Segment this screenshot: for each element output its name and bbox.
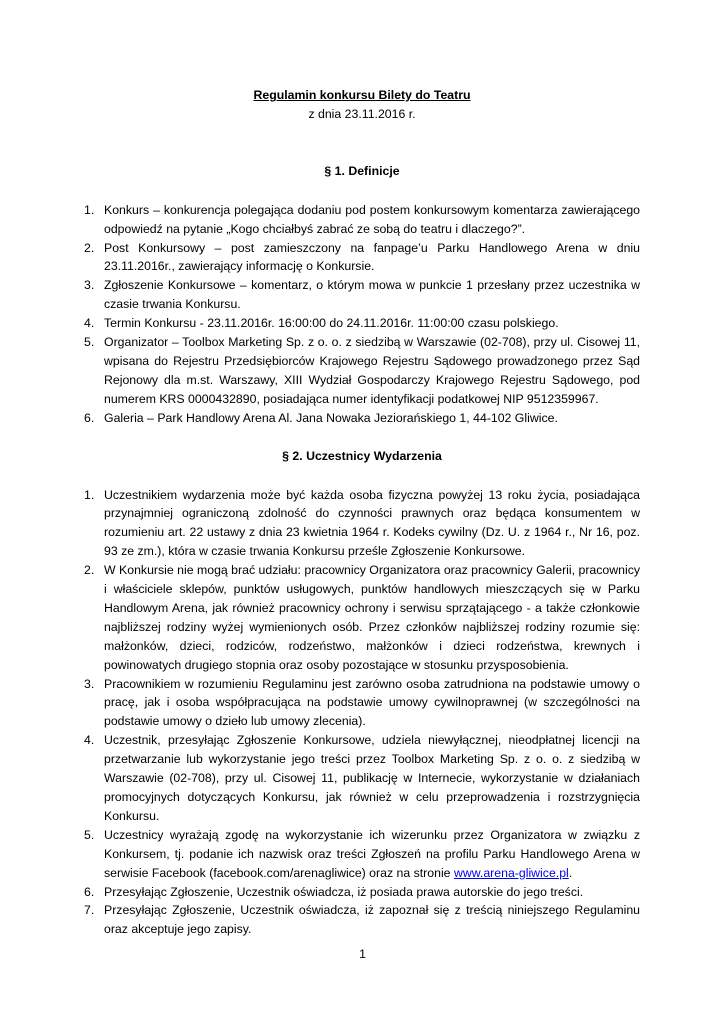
list-item-text bbox=[104, 826, 640, 883]
list-item-number: 4. bbox=[84, 316, 95, 331]
page-number: 1 bbox=[359, 947, 366, 961]
list-item-text-part: Uczestnicy wyrażają zgodę na wykorzystanie ich wizerunku przez Organizatora w związku z Konkursem, tj. podanie ich nazwisk oraz treści Zgłoszeń na profilu Parku Handlowego Arena w serwisie Facebook (facebook.com/arenagliwice) oraz na stronie bbox=[104, 827, 640, 880]
list-item-text: Przesyłając Zgłoszenie, Uczestnik oświadcza, iż zapoznał się z treścią niniejszego Regulaminu oraz akceptuje jego zapisy. bbox=[104, 903, 640, 937]
list-item-text: Galeria – Park Handlowy Arena Al. Jana Nowaka Jeziorańskiego 1, 44-102 Gliwice. bbox=[104, 410, 558, 425]
arena-website-link[interactable]: www.arena-gliwice.pl bbox=[453, 865, 569, 880]
list-item-text: Post Konkursowy – post zamieszczony na fanpage’u Parku Handlowego Arena w dniu 23.11.2016r., zawierający informację o Konkursie. bbox=[104, 240, 640, 274]
list-item-text: Konkurs – konkurencja polegająca dodaniu pod postem konkursowym komentarza zawierającego odpowiedź na pytanie „Kogo chciałbyś zabrać ze sobą do teatru i dlaczego?”. bbox=[104, 202, 640, 236]
list-item-number: 1. bbox=[84, 487, 95, 502]
list-item-text-part: . bbox=[568, 865, 573, 880]
list-item-text: Organizator – Toolbox Marketing Sp. z o. o. z siedzibą w Warszawie (02-708), przy ul. Cisowej 11, wpisana do Rejestru Przedsiębiorców Krajowego Rejestru Sądowego prowadzonego przez Sąd Rejonowy dla m.st. Warszawy, XIII Wydział Gospodarczy Krajowego Rejestru Sądowego, pod numerem KRS 0000432890, posiadająca numer identyfikacji podatkowej NIP 9512359967. bbox=[104, 335, 640, 406]
list-item bbox=[84, 675, 640, 732]
list-item-number: 5. bbox=[84, 827, 95, 842]
list-item-number: 2. bbox=[84, 240, 95, 255]
list-item bbox=[84, 333, 640, 409]
document-title: Regulamin konkursu Bilety do Teatru bbox=[253, 88, 471, 102]
definitions-list bbox=[84, 201, 640, 428]
section-heading-participants: § 2. Uczestnicy Wydarzenia bbox=[282, 448, 442, 463]
participants-list bbox=[84, 486, 640, 940]
list-item-number: 6. bbox=[84, 410, 95, 425]
list-item-number: 7. bbox=[84, 903, 95, 918]
list-item-number: 2. bbox=[84, 563, 95, 578]
list-item-number: 1. bbox=[84, 202, 95, 217]
list-item-number: 5. bbox=[84, 335, 95, 350]
list-item bbox=[84, 826, 640, 883]
list-item-number: 3. bbox=[84, 676, 95, 691]
list-item-text: Zgłoszenie Konkursowe – komentarz, o którym mowa w punkcie 1 przesłany przez uczestnika w czasie trwania Konkursu. bbox=[104, 278, 640, 312]
list-item-number: 6. bbox=[84, 884, 95, 899]
list-item bbox=[84, 731, 640, 826]
list-item-text: W Konkursie nie mogą brać udziału: pracownicy Organizatora oraz pracownicy Galerii, pracownicy i właściciele sklepów, punktów usługowych, punktów handlowych mieszczących się w Parku Handlowym Arena, jak również pracownicy ochrony i serwisu sprzątającego - a także członkowie najbliższej rodziny wyżej wymienionych osób. Przez członków najbliższej rodziny rozumie się: małżonków, dzieci, rodziców, rodzeństwo, małżonków i dzieci rodzeństwa, krewnych i powinowatych drugiego stopnia oraz osoby pozostające w stosunku przysposobienia. bbox=[104, 563, 640, 672]
list-item-text: Uczestnik, przesyłając Zgłoszenie Konkursowe, udziela niewyłącznej, nieodpłatnej licencji na przetwarzanie lub wykorzystanie jego treści przez Toolbox Marketing Sp. z o. o. z siedzibą w Warszawie (02-708), przy ul. Cisowej 11, publikację w Internecie, wykorzystanie w działaniach promocyjnych dotyczących Konkursu, jak również w celu przeprowadzenia i rozstrzygnięcia Konkursu. bbox=[104, 733, 640, 823]
list-item bbox=[84, 883, 640, 902]
list-item bbox=[84, 314, 640, 333]
list-item bbox=[84, 276, 640, 314]
list-item bbox=[84, 409, 640, 428]
list-item bbox=[84, 239, 640, 277]
list-item bbox=[84, 201, 640, 239]
document-content bbox=[84, 86, 640, 939]
list-item bbox=[84, 901, 640, 939]
list-item-text: Pracownikiem w rozumieniu Regulaminu jest zarówno osoba zatrudniona na podstawie umowy o pracę, jak i osoba współpracująca na podstawie umowy cywilnoprawnej (w szczególności na podstawie umowy o dzieło lub umowy zlecenia). bbox=[104, 676, 640, 729]
list-item bbox=[84, 561, 640, 674]
list-item-number: 4. bbox=[84, 733, 95, 748]
list-item-number: 3. bbox=[84, 278, 95, 293]
list-item-text: Uczestnikiem wydarzenia może być każda osoba fizyczna powyżej 13 roku życia, posiadająca przynajmniej ograniczoną zdolność do czynności prawnych oraz będąca konsumentem w rozumieniu art. 22 ustawy z dnia 23 kwietnia 1964 r. Kodeks cywilny (Dz. U. z 1964 r., Nr 16, poz. 93 ze zm.), która w czasie trwania Konkursu prześle Zgłoszenie Konkursowe. bbox=[104, 487, 640, 559]
list-item-text: Termin Konkursu - 23.11.2016r. 16:00:00 do 24.11.2016r. 11:00:00 czasu polskiego. bbox=[104, 316, 559, 331]
list-item bbox=[84, 486, 640, 562]
document-date: z dnia 23.11.2016 r. bbox=[308, 106, 416, 121]
section-heading-definitions: § 1. Definicje bbox=[324, 163, 400, 178]
list-item-text: Przesyłając Zgłoszenie, Uczestnik oświadcza, iż posiada prawa autorskie do jego treści. bbox=[104, 884, 584, 899]
